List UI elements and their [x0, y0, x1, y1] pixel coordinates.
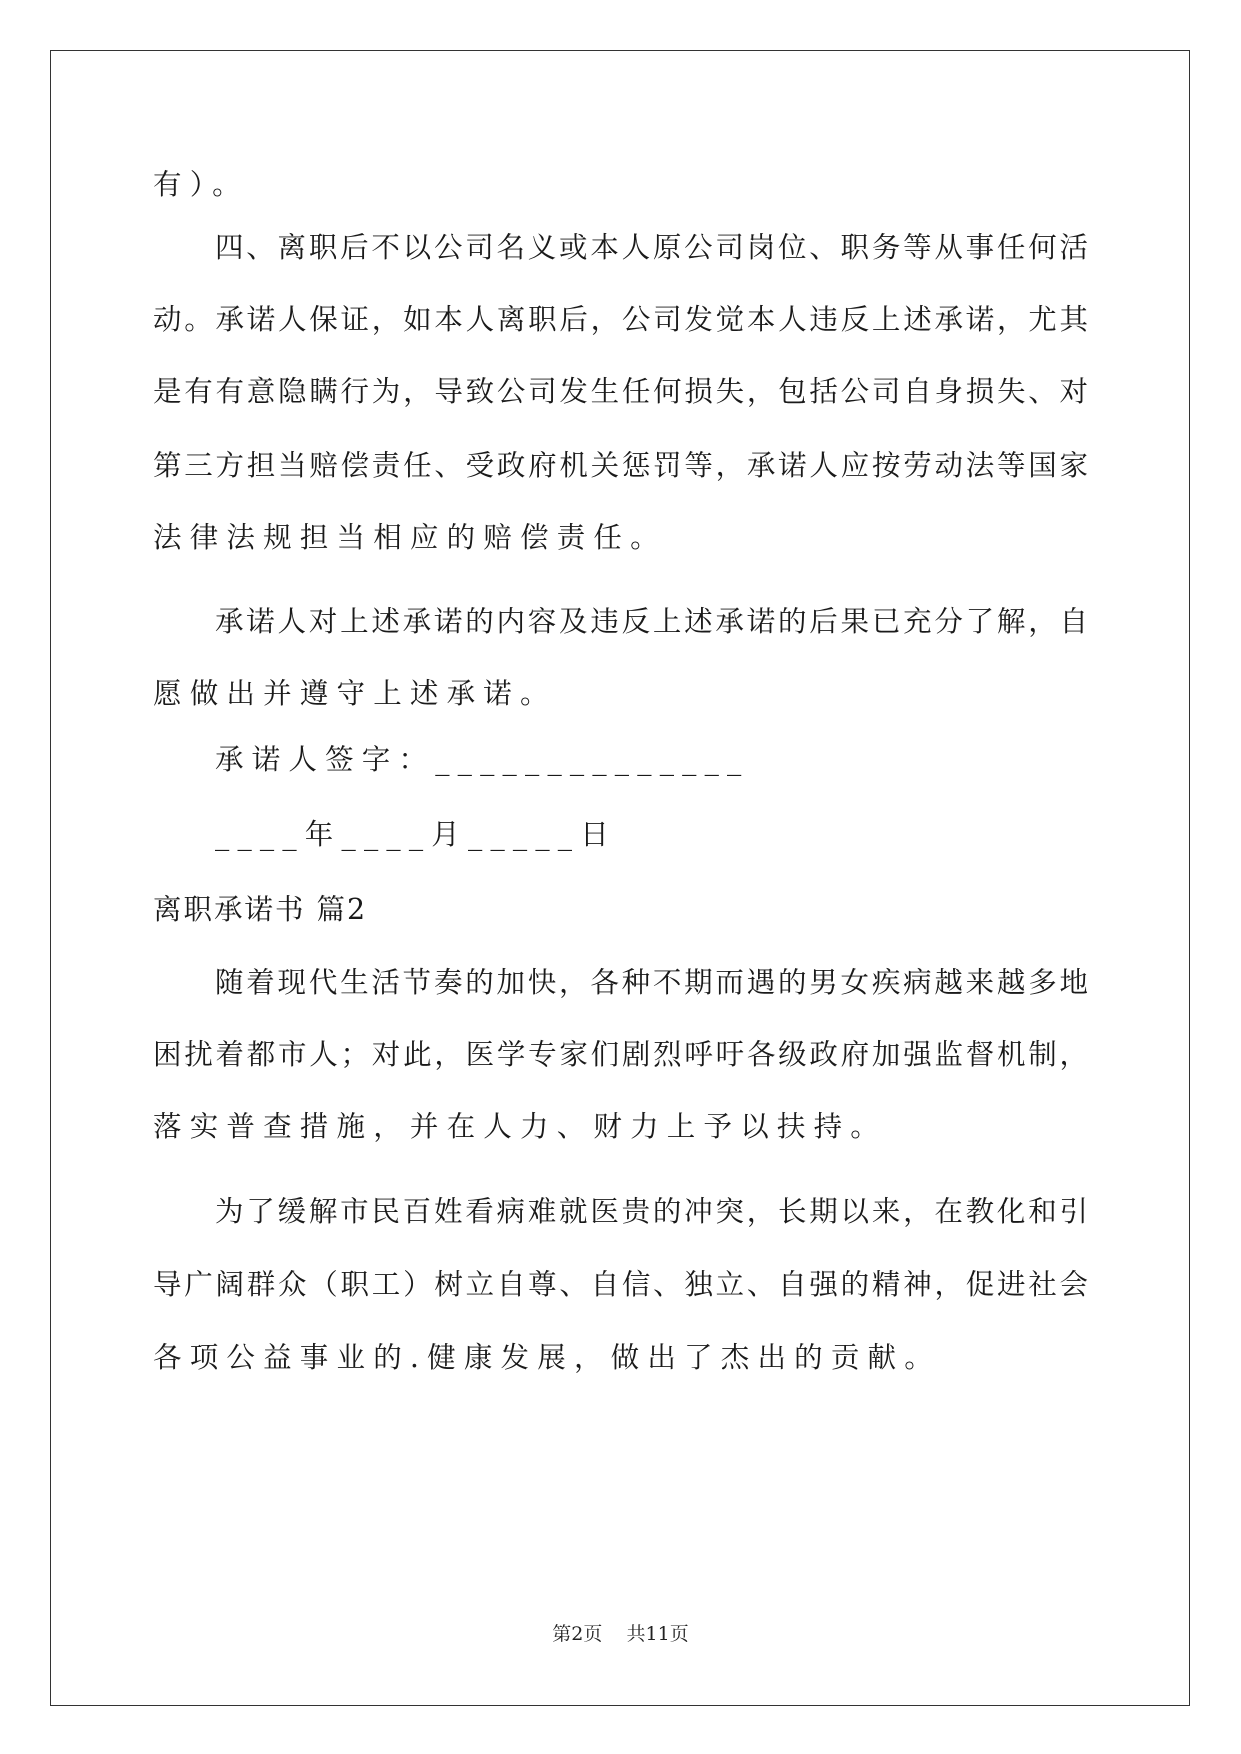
paragraph-line: 法律法规担当相应的赔偿责任。	[153, 521, 667, 554]
paragraph-line: 为了缓解市民百姓看病难就医贵的冲突，长期以来，在教化和引	[215, 1195, 1088, 1228]
paragraph-line: 困扰着都市人；对此，医学专家们剧烈呼吁各级政府加强监督机制，	[153, 1038, 1088, 1071]
date-line: ____年____月_____日	[215, 818, 617, 851]
paragraph-line: 承诺人对上述承诺的内容及违反上述承诺的后果已充分了解，自	[215, 605, 1088, 638]
section-heading: 离职承诺书 篇2	[153, 893, 368, 926]
paragraph-line: 随着现代生活节奏的加快，各种不期而遇的男女疾病越来越多地	[215, 966, 1088, 999]
paragraph-line: 第三方担当赔偿责任、受政府机关惩罚等，承诺人应按劳动法等国家	[153, 449, 1088, 482]
paragraph-line: 愿做出并遵守上述承诺。	[153, 677, 557, 710]
page-number: 第2页	[552, 1623, 603, 1645]
text-line: 有）。	[153, 168, 249, 201]
signature-line: 承诺人签字：______________	[215, 743, 750, 776]
paragraph-line: 落实普查措施，并在人力、财力上予以扶持。	[153, 1110, 888, 1143]
paragraph-line: 动。承诺人保证，如本人离职后，公司发觉本人违反上述承诺，尤其	[153, 303, 1088, 336]
page-total: 共11页	[626, 1623, 689, 1645]
paragraph-line: 各项公益事业的.健康发展，做出了杰出的贡献。	[153, 1341, 941, 1374]
paragraph-line: 是有有意隐瞒行为，导致公司发生任何损失，包括公司自身损失、对	[153, 375, 1088, 408]
page-footer	[0, 1622, 1241, 1646]
paragraph-line: 四、离职后不以公司名义或本人原公司岗位、职务等从事任何活	[215, 231, 1088, 264]
paragraph-line: 导广阔群众（职工）树立自尊、自信、独立、自强的精神，促进社会	[153, 1268, 1088, 1301]
page-border	[50, 50, 1190, 1706]
